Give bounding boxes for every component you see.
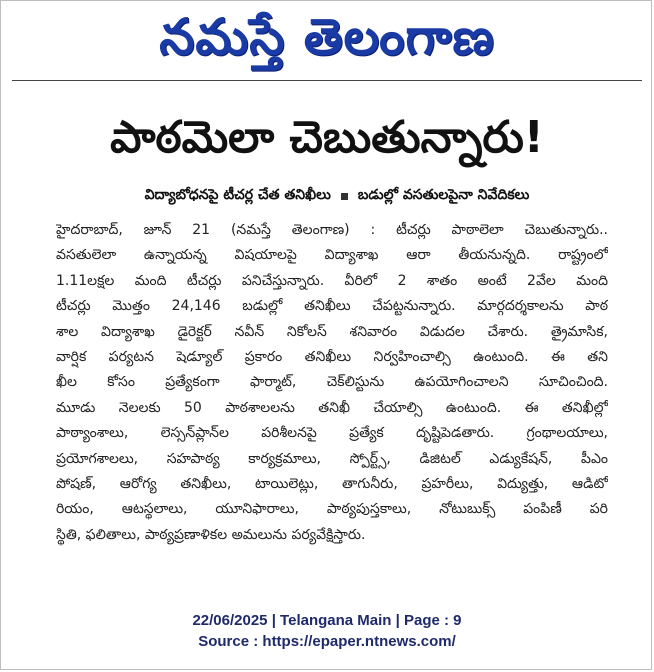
body-line: హైదరాబాద్, జూన్ 21 (నమస్తే తెలంగాణ) : టీచర్లు పాఠాలెలా చెబుతున్నారు.. [56,222,608,238]
source-line: Source : https://epaper.ntnews.com/ [198,633,456,650]
subheading-2: బడుల్లో వసతులపైనా నివేదికలు [357,187,530,203]
body-line: వసతులెలా ఉన్నాయన్న విషయాలపై విద్యాశాఖ ఆరా తీయనున్నది. రాష్ట్రంలో [56,247,608,264]
article-headline: పాఠమెలా చెబుతున్నారు! [110,112,544,163]
masthead-divider [12,80,642,81]
body-line: పోషణ్, ఆరోగ్య తనిఖీలు, టాయిలెట్లు, తాగునీరు, ప్రహరీలు, విద్యుత్తు, ఆడిటో [56,476,608,493]
article-subheadings [70,187,604,206]
body-line: రియం, ఆటస్థలాలు, యూనిఫారాలు, పాఠ్యపుస్తకాలు, నోటుబుక్స్ పంపిణీ పరి [56,501,608,518]
body-line: ఖీల కోసం ప్రత్యేకంగా ఫార్మాట్, చెక్‌లిస్టును ఉపయోగించాలని సూచించింది. [56,374,608,391]
publication-date-line: 22/06/2025 | Telangana Main | Page : 9 [192,612,462,629]
body-line: టీచర్లు మొత్తం 24,146 బడుల్లో తనిఖీలు చేపట్టనున్నారు. మార్గదర్శకాలను పాఠ [56,298,608,315]
article-body [56,218,608,548]
clipping-footer [0,610,654,652]
newspaper-masthead: నమస్తే తెలంగాణ [159,8,495,66]
body-line: పాఠ్యాంశాలు, లెస్సన్‌ప్లాన్‌ల పరిశీలనపై ప్రత్యేక దృష్టిపెడతారు. గ్రంథాలయాలు, [56,425,608,442]
body-line: స్థితి, ఫలితాలు, పాఠ్యప్రణాళికల అమలును పర్యవేక్షిస్తారు. [56,526,366,543]
bullet-square-icon [341,193,348,200]
body-line: వార్షిక పర్యటన షెడ్యూల్ ప్రకారం తనిఖీలు నిర్వహించాల్సి ఉంటుంది. ఈ తని [56,349,608,366]
body-line: మూడు నెలలకు 50 పాఠశాలలను తనిఖీ చేయాల్సి ఉంటుంది. ఈ తనిఖీల్లో [56,399,608,416]
body-line: శాల విద్యాశాఖ డైరెక్టర్ నవీన్ నికోలస్ శనివారం విడుదల చేశారు. త్రైమాసిక, [56,323,608,340]
body-line: ప్రయోగశాలలు, సహపాఠ్య కార్యక్రమాలు, స్పోర్ట్స్, డిజిటల్ ఎడ్యుకేషన్, పీఎం [56,450,608,467]
body-line: 1.11లక్షల మంది టీచర్లు పనిచేస్తున్నారు. వీరిలో 2 శాతం అంటే 2వేల మంది [56,272,608,289]
subheading-1: విద్యాబోధనపై టీచర్ల చేత తనిఖీలు [144,187,331,203]
